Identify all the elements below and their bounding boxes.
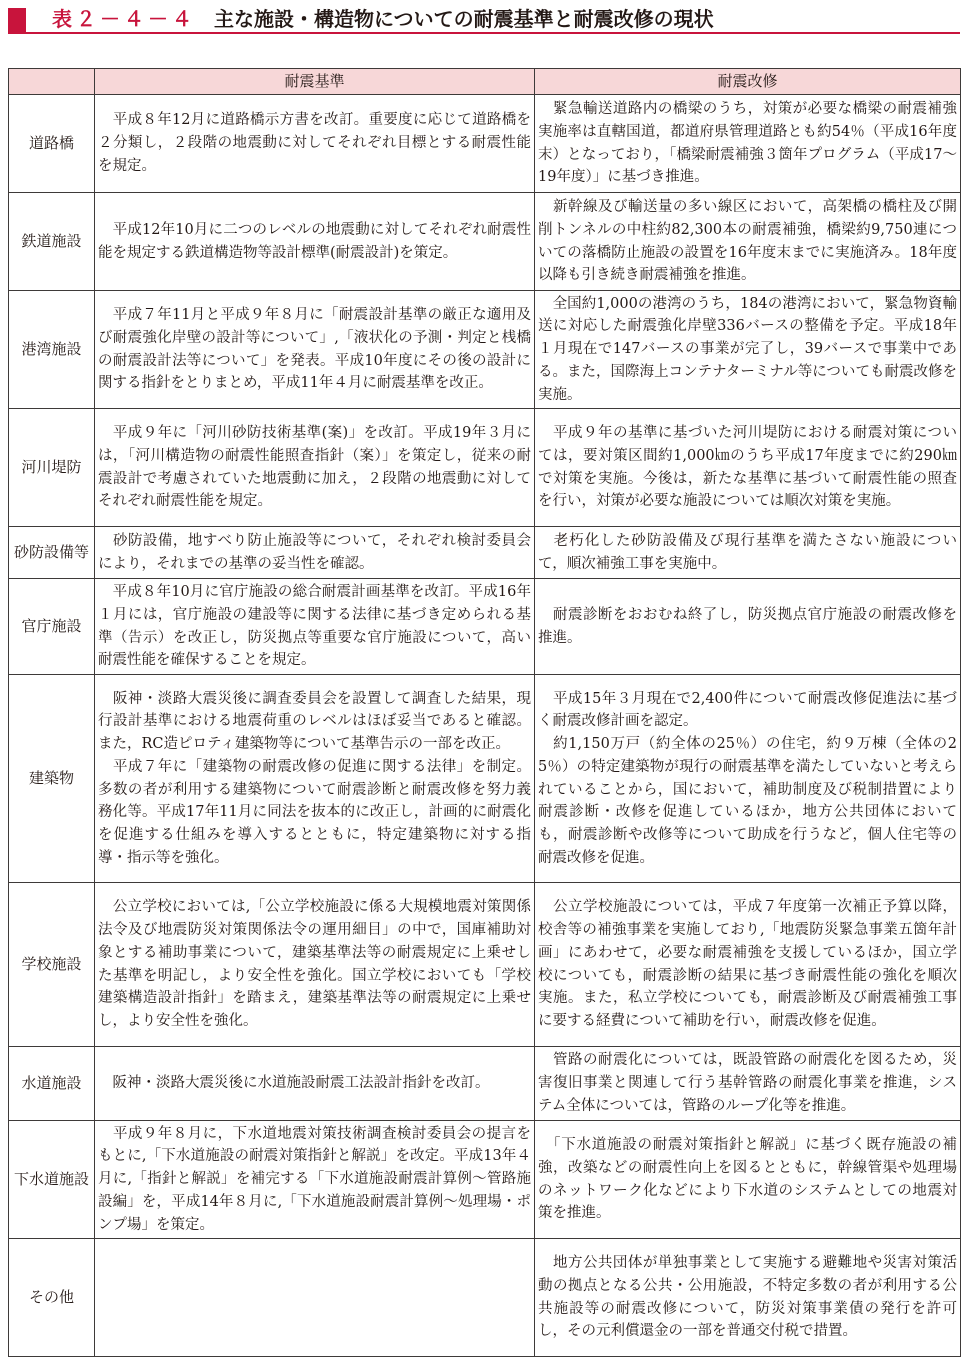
standard-cell — [95, 193, 535, 291]
retrofit-cell — [535, 291, 961, 409]
row-name: 学校施設 — [9, 883, 95, 1047]
table-row — [9, 883, 961, 1047]
standard-text: 平成７年11月と平成９年８月に「耐震設計基準の厳正な適用及び耐震強化岸壁の設計等について」,「液状化の予測・判定と桟橋の耐震設計法等について」を発表。平成10年度にその後の設計に関する指針をとりまとめ，平成11年４月に耐震基準を改正。 — [98, 307, 531, 392]
standard-cell — [95, 527, 535, 579]
row-name: 河川堤防 — [9, 409, 95, 527]
standard-cell — [95, 675, 535, 883]
row-name: 鉄道施設 — [9, 193, 95, 291]
retrofit-text: 公立学校施設については，平成７年度第一次補正予算以降，校舎等の補強事業を実施しており,「地震防災緊急事業五箇年計画」にあわせて，必要な耐震補強を支援しているほか，国立学校についても，耐震診断の結果に基づき耐震性能の強化を順次実施。また，私立学校についても，耐震診断及び耐震補強工事に要する経費について補助を行い，耐震改修を促進。 — [538, 899, 957, 1029]
standard-cell — [95, 409, 535, 527]
retrofit-cell — [535, 579, 961, 675]
table-row — [9, 1121, 961, 1239]
table-row — [9, 409, 961, 527]
header-standard: 耐震基準 — [95, 69, 535, 95]
table-row — [9, 291, 961, 409]
retrofit-cell — [535, 1047, 961, 1121]
row-name: 下水道施設 — [9, 1121, 95, 1239]
table-row — [9, 579, 961, 675]
header-facility — [9, 69, 95, 95]
retrofit-text: 地方公共団体が単独事業として実施する避難地や災害対策活動の拠点となる公共・公用施設，不特定多数の者が利用する公共施設等の耐震改修について，防災対策事業債の発行を許可し，その元利償還金の一部を普通交付税で措置。 — [538, 1255, 957, 1340]
retrofit-cell — [535, 95, 961, 193]
row-name: 道路橋 — [9, 95, 95, 193]
seismic-standards-table — [8, 68, 961, 1357]
retrofit-text: 老朽化した砂防設備及び現行基準を満たさない施設について，順次補強工事を実施中。 — [538, 532, 957, 572]
retrofit-cell — [535, 409, 961, 527]
retrofit-text: 管路の耐震化については，既設管路の耐震化を図るため，災害復旧事業と関連して行う基幹管路の耐震化事業を推進，システム全体については，管路のループ化等を推進。 — [538, 1052, 957, 1114]
table-row — [9, 675, 961, 883]
standard-cell — [95, 95, 535, 193]
retrofit-cell — [535, 193, 961, 291]
standard-text: 平成９年に「河川砂防技術基準(案)」を改訂。平成19年３月には，「河川構造物の耐震性能照査指針（案）」を策定し，従来の耐震設計で考慮されていた地震動に加え，２段階の地震動に対してそれぞれ耐震性能を規定。 — [98, 425, 531, 510]
standard-cell — [95, 1121, 535, 1239]
row-name: 港湾施設 — [9, 291, 95, 409]
table-title-bar — [8, 6, 960, 34]
standard-cell — [95, 1047, 535, 1121]
standard-text: 阪神・淡路大震災後に調査委員会を設置して調査した結果，現行設計基準における地震荷重のレベルはほぼ妥当であると確認。また，RC造ピロティ建築物等について基準告示の一部を改正。 平成７年に「建築物の耐震改修の促進に関する法律」を制定。多数の者が利用する建築物について耐震診断と耐震改修を努力義務化等。平成17年11月に同法を抜本的に改正し，計画的に耐震化を促進する仕組みを導入するとともに，特定建築物に対する指導・指示等を強化。 — [98, 690, 531, 866]
standard-text: 平成８年12月に道路橋示方書を改訂。重要度に応じて道路橋を２分類し，２段階の地震動に対してそれぞれ目標とする耐震性能を規定。 — [98, 112, 531, 174]
standard-text: 砂防設備，地すべり防止施設等について，それぞれ検討委員会により，それまでの基準の妥当性を確認。 — [98, 532, 531, 572]
table-row — [9, 527, 961, 579]
row-name: その他 — [9, 1239, 95, 1357]
standard-text: 阪神・淡路大震災後に水道施設耐震工法設計指針を改訂。 — [98, 1075, 490, 1092]
standard-text: 平成12年10月に二つのレベルの地震動に対してそれぞれ耐震性能を規定する鉄道構造物等設計標準(耐震設計)を策定。 — [98, 221, 531, 261]
row-name: 水道施設 — [9, 1047, 95, 1121]
header-row — [9, 69, 961, 95]
retrofit-text: 全国約1,000の港湾のうち，184の港湾において，緊急物資輸送に対応した耐震強化岸壁336バースの整備を予定。平成18年１月現在で147バースの事業が完了し，39バースで事業中である。また，国際海上コンテナターミナル等についても耐震改修を実施。 — [538, 295, 957, 403]
table-title: 主な施設・構造物についての耐震基準と耐震改修の現状 — [214, 7, 714, 31]
retrofit-cell — [535, 675, 961, 883]
standard-cell — [95, 1239, 535, 1357]
standard-text: 平成９年８月に，下水道地震対策技術調査検討委員会の提言をもとに,「下水道施設の耐震対策指針と解説」を改定。平成13年４月に,「指針と解説」を補完する「下水道施設耐震計算例～管路施設編」を，平成14年８月に,「下水道施設耐震計算例～処理場・ポンプ場」を策定。 — [98, 1125, 531, 1233]
retrofit-text: 耐震診断をおおむね終了し，防災拠点官庁施設の耐震改修を推進。 — [538, 606, 957, 646]
title-marker — [8, 8, 26, 32]
table-row — [9, 1239, 961, 1357]
standard-cell — [95, 883, 535, 1047]
row-name: 官庁施設 — [9, 579, 95, 675]
row-name: 砂防設備等 — [9, 527, 95, 579]
table-row — [9, 1047, 961, 1121]
table-row — [9, 193, 961, 291]
retrofit-text: 緊急輸送道路内の橋梁のうち，対策が必要な橋梁の耐震補強実施率は直轄国道，都道府県管理道路とも約54％（平成16年度末）となっており，「橋梁耐震補強３箇年プログラム（平成17～19年度）」に基づき推進。 — [538, 101, 957, 186]
standard-text: 平成８年10月に官庁施設の総合耐震計画基準を改訂。平成16年１月には，官庁施設の建設等に関する法律に基づき定められる基準（告示）を改正し，防災拠点等重要な官庁施設について，高い耐震性能を確保することを規定。 — [98, 584, 531, 669]
retrofit-cell — [535, 527, 961, 579]
row-name: 建築物 — [9, 675, 95, 883]
retrofit-text: 新幹線及び輸送量の多い線区において，高架橋の橋柱及び開削トンネルの中柱約82,300本の耐震補強，橋梁約9,750連についての落橋防止施設の設置を16年度末までに実施済み。18年度以降も引き続き耐震補強を推進。 — [538, 199, 957, 284]
table-row — [9, 95, 961, 193]
table-number: 表２－４－４ — [52, 7, 196, 31]
header-retrofit: 耐震改修 — [535, 69, 961, 95]
retrofit-text: 「下水道施設の耐震対策指針と解説」に基づく既存施設の補強，改築などの耐震性向上を図るとともに，幹線管渠や処理場のネットワーク化などにより下水道のシステムとしての地震対策を推進。 — [538, 1137, 957, 1222]
standard-text: 公立学校においては,「公立学校施設に係る大規模地震対策関係法令及び地震防災対策関係法令の運用細目」の中で，国庫補助対象とする補助事業について，建築基準法等の耐震規定に上乗せした基準を明記し，より安全性を強化。国立学校においても「学校建築構造設計指針」を踏まえ，建築基準法等の耐震規定に上乗せし，より安全性を強化。 — [98, 899, 531, 1029]
standard-cell — [95, 291, 535, 409]
retrofit-cell — [535, 1121, 961, 1239]
retrofit-text: 平成９年の基準に基づいた河川堤防における耐震対策については，要対策区間約1,000㎞のうち平成17年度までに約290㎞で対策を実施。今後は，新たな基準に基づいて耐震性能の照査を行い，対策が必要な施設については順次対策を実施。 — [538, 425, 957, 510]
standard-cell — [95, 579, 535, 675]
retrofit-text: 平成15年３月現在で2,400件について耐震改修促進法に基づく耐震改修計画を認定。 約1,150万戸（約全体の25％）の住宅，約９万棟（全体の25％）の特定建築物が現行の耐震基準を満たしていないと考えられていることから，国において，補助制度及び税制措置により耐震診断・改修を促進しているほか，地方公共団体においても，耐震診断や改修等について助成を行うなど，個人住宅等の耐震改修を促進。 — [538, 690, 957, 866]
retrofit-cell — [535, 883, 961, 1047]
retrofit-cell — [535, 1239, 961, 1357]
